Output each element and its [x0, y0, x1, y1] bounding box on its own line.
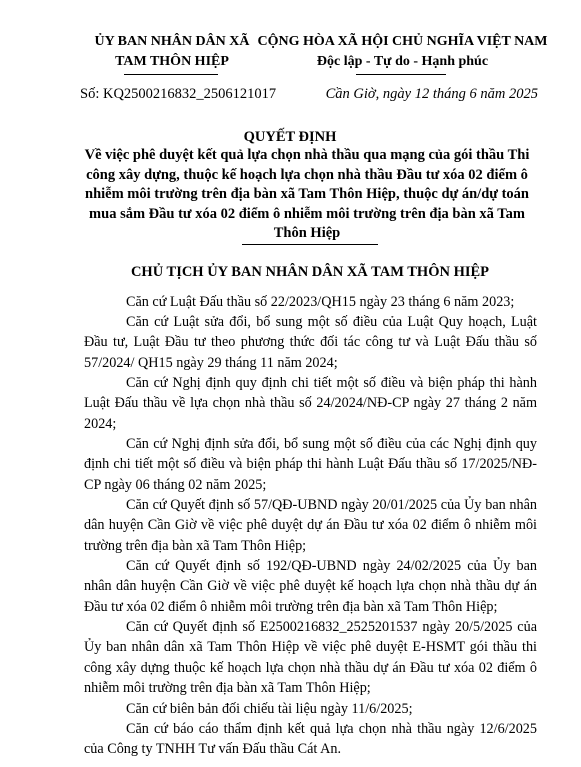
document-subject: [72, 146, 542, 244]
document-number: Số: KQ2500216832_2506121017: [80, 86, 277, 102]
legal-basis-paragraph: Căn cứ Nghị định quy định chi tiết một số điều và biện pháp thi hành Luật Đấu thầu về lựa chọn nhà thầu số 24/2024/NĐ-CP ngày 27 tháng 2 năm 2024;: [84, 375, 537, 432]
document-heading: QUYẾT ĐỊNH: [243, 129, 337, 145]
subject-line: Về việc phê duyệt kết quả lựa chọn nhà thầu qua mạng của gói thầu Thi: [84, 147, 530, 163]
nation-motto: Độc lập - Tự do - Hạnh phúc: [316, 54, 489, 69]
subject-line: công xây dựng, thuộc kế hoạch lựa chọn nhà thầu Đầu tư xóa 02 điểm ô: [86, 166, 528, 183]
subject-underline: [242, 244, 378, 245]
legal-basis-paragraph: Căn cứ Nghị định sửa đổi, bổ sung một số điều của các Nghị định quy định chi tiết một số điều và biện pháp thi hành Luật Đấu thầu số 17/2025/NĐ-CP ngày 06 tháng 02 năm 2025;: [84, 436, 537, 493]
place-date: Cần Giờ, ngày 12 tháng 6 năm 2025: [325, 86, 538, 102]
legal-basis-paragraph: Căn cứ báo cáo thẩm định kết quả lựa chọn nhà thầu ngày 12/6/2025 của Công ty TNHH Tư vấn Đấu thầu Cát An.: [84, 721, 537, 758]
nation-title: CỘNG HÒA XÃ HỘI CHỦ NGHĨA VIỆT NAM: [257, 34, 548, 49]
legal-basis-paragraph: Căn cứ Luật sửa đổi, bổ sung một số điều của Luật Quy hoạch, Luật Đầu tư, Luật Đầu tư theo phương thức đối tác công tư và Luật Đấu thầu số 57/2024/ QH15 ngày 29 tháng 11 năm 2024;: [84, 314, 537, 371]
legal-basis-paragraph: Căn cứ biên bản đối chiếu tài liệu ngày 11/6/2025;: [126, 701, 413, 717]
legal-basis-paragraph: Căn cứ Quyết định số 57/QĐ-UBND ngày 20/01/2025 của Ủy ban nhân dân huyện Cần Giờ về việc phê duyệt dự án Đầu tư xóa 02 điểm ô nhiễm môi trường trên địa bàn xã Tam Thôn Hiệp;: [84, 497, 537, 554]
authority-heading: CHỦ TỊCH ỦY BAN NHÂN DÂN XÃ TAM THÔN HIỆP: [130, 264, 490, 280]
subject-line: mua sắm Đầu tư xóa 02 điểm ô nhiễm môi trường trên địa bàn xã Tam: [89, 205, 525, 222]
subject-line: nhiễm môi trường trên địa bàn xã Tam Thôn Hiệp, thuộc dự án/dự toán: [85, 186, 529, 203]
legal-basis-paragraph: Căn cứ Quyết định số E2500216832_2525201537 ngày 20/5/2025 của Ủy ban nhân dân xã Tam Thôn Hiệp về việc phê duyệt E-HSMT gói thầu thi công xây dựng thuộc kế hoạch lựa chọn nhà thầu dự án Đầu tư xóa 02 điểm ô nhiễm môi trường trên địa bàn xã Tam Thôn Hiệp;: [84, 619, 537, 697]
subject-line: Thôn Hiệp: [273, 225, 341, 242]
org-underline: [124, 74, 218, 75]
issuing-org-line2: TAM THÔN HIỆP: [115, 54, 229, 69]
legal-basis-paragraph: Căn cứ Quyết định số 192/QĐ-UBND ngày 24/02/2025 của Ủy ban nhân dân huyện Cần Giờ về việc phê duyệt kế hoạch lựa chọn nhà thầu dự án Đầu tư xóa 02 điểm ô nhiễm môi trường trên địa bàn xã Tam Thôn Hiệp;: [84, 558, 537, 615]
legal-basis-paragraph: Căn cứ Luật Đấu thầu số 22/2023/QH15 ngày 23 tháng 6 năm 2023;: [126, 294, 515, 310]
issuing-org-line1: ỦY BAN NHÂN DÂN XÃ: [94, 34, 250, 49]
motto-underline: [356, 74, 446, 75]
